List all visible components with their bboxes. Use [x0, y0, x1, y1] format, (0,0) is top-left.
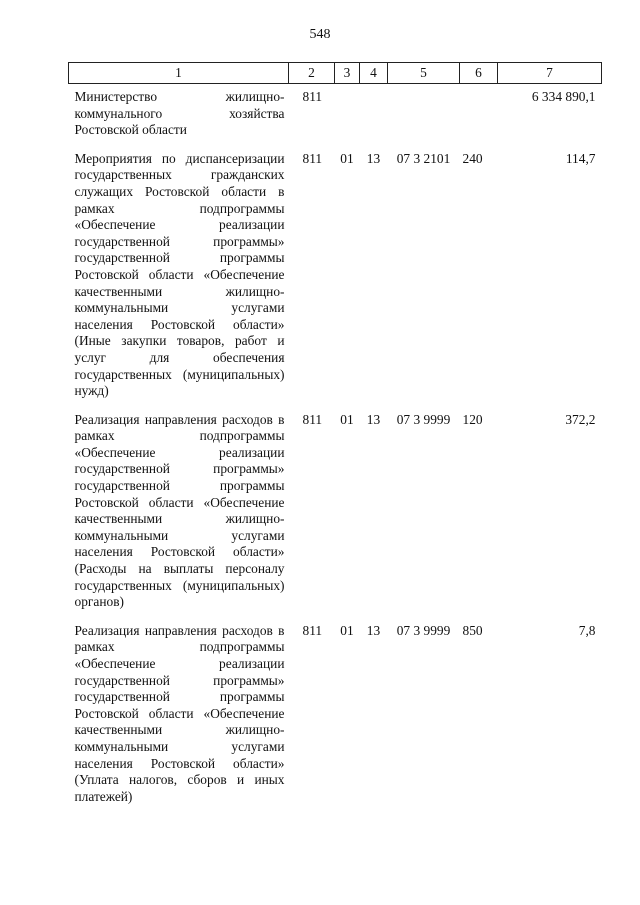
- row-code: 811: [302, 411, 323, 427]
- page-number: 548: [309, 27, 331, 42]
- row-target-article: [388, 84, 460, 146]
- row-amount: 372,2: [565, 411, 596, 427]
- row-target-article: 07 3 2101: [396, 150, 451, 166]
- row-subsection: 13: [366, 150, 381, 166]
- header-col-4: 4: [360, 63, 388, 84]
- row-code: 811: [302, 150, 323, 166]
- row-name: Реализация направления расходов в рамках подпрограммы «Обеспечение реализации государственной программы» государственной программы Ростовской области «Обеспечение качественными жилищно-коммунальными услугами населения Ростовской области» (Расходы на выплаты персоналу государственных (муниципальных) органов): [74, 411, 285, 610]
- row-code: 811: [302, 89, 323, 104]
- table-row: [69, 407, 602, 618]
- header-col-5: 5: [388, 63, 460, 84]
- header-col-2: 2: [289, 63, 335, 84]
- header-col-7: 7: [498, 63, 602, 84]
- row-amount: 6 334 890,1: [531, 89, 596, 104]
- header-col-6: 6: [460, 63, 498, 84]
- header-row: [69, 63, 602, 84]
- row-amount: 114,7: [565, 150, 596, 166]
- row-subsection: 13: [366, 411, 381, 427]
- row-name: Мероприятия по диспансеризации государственных гражданских служащих Ростовской области в рамках подпрограммы «Обеспечение реализации государственной программы» государственной программы Ростовской области «Обеспечение качественными жилищно-коммунальными услугами населения Ростовской области» (Иные закупки товаров, работ и услуг для обеспечения государственных (муниципальных) нужд): [74, 150, 285, 399]
- header-col-1: 1: [69, 63, 289, 84]
- budget-table: [68, 62, 602, 812]
- row-target-article: 07 3 9999: [396, 622, 451, 638]
- row-expense-type: 120: [462, 411, 483, 427]
- table-row: [69, 146, 602, 407]
- row-expense-type: 850: [462, 622, 483, 638]
- row-section: 01: [340, 622, 354, 638]
- row-subsection: [360, 84, 388, 146]
- row-section: [335, 84, 360, 146]
- header-col-3: 3: [335, 63, 360, 84]
- row-target-article: 07 3 9999: [396, 411, 451, 427]
- row-expense-type: 240: [462, 150, 483, 166]
- row-subsection: 13: [366, 622, 381, 638]
- table-row: [69, 618, 602, 813]
- row-section: 01: [340, 150, 354, 166]
- row-amount: 7,8: [578, 622, 596, 638]
- row-name: Министерство жилищно-коммунального хозяйства Ростовской области: [74, 89, 285, 138]
- row-section: 01: [340, 411, 354, 427]
- table-row: [69, 84, 602, 146]
- row-code: 811: [302, 622, 323, 638]
- row-name: Реализация направления расходов в рамках подпрограммы «Обеспечение реализации государственной программы» государственной программы Ростовской области «Обеспечение качественными жилищно-коммунальными услугами населения Ростовской области» (Уплата налогов, сборов и иных платежей): [74, 622, 285, 804]
- row-expense-type: [460, 84, 498, 146]
